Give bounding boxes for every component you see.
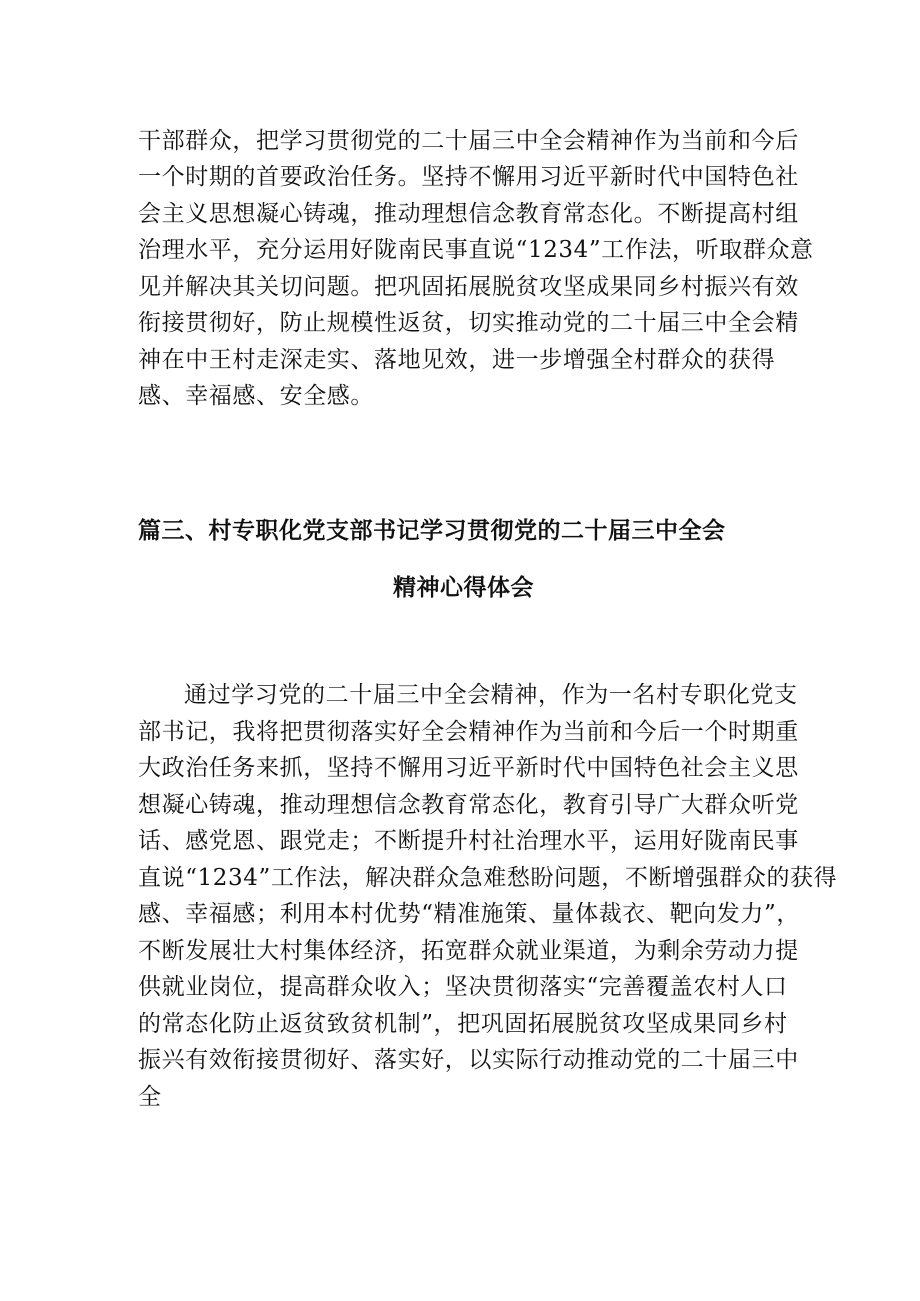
paragraph-line: 的常态化防止返贫致贫机制”，把巩固拓展脱贫攻坚成果同乡村 (138, 1011, 788, 1037)
paragraph-line: 感、幸福感、安全感。 (138, 383, 374, 409)
paragraph-line: 直说“1234”工作法，解决群众急难愁盼问题，不断增强群众的获得 (138, 865, 838, 891)
paragraph-line: 干部群众，把学习贯彻党的二十届三中全会精神作为当前和今后 (138, 128, 799, 154)
paragraph-line: 供就业岗位，提高群众收入；坚决贯彻落实“完善覆盖农村人口 (138, 974, 788, 1000)
section-title-line-2: 精神心得体会 (393, 575, 534, 601)
paragraph-line: 治理水平，充分运用好陇南民事直说“1234”工作法，听取群众意 (138, 237, 814, 263)
paragraph-line: 衔接贯彻好，防止规模性返贫，切实推动党的二十届三中全会精 (138, 310, 799, 336)
paragraph-line: 会主义思想凝心铸魂，推动理想信念教育常态化。不断提高村组 (138, 201, 799, 227)
paragraph-line: 想凝心铸魂，推动理想信念教育常态化，教育引导广大群众听党 (138, 792, 799, 818)
paragraph-line: 见并解决其关切问题。把巩固拓展脱贫攻坚成果同乡村振兴有效 (138, 274, 799, 300)
paragraph-line: 通过学习党的二十届三中全会精神，作为一名村专职化党支 (184, 682, 798, 708)
section-title-line-1: 篇三、村专职化党支部书记学习贯彻党的二十届三中全会 (138, 518, 726, 544)
paragraph-line: 不断发展壮大村集体经济，拓宽群众就业渠道，为剩余劳动力提 (138, 938, 799, 964)
paragraph-line: 全 (138, 1084, 162, 1110)
paragraph-line: 感、幸福感；利用本村优势“精准施策、量体裁衣、靶向发力”， (138, 901, 800, 927)
paragraph-line: 部书记，我将把贯彻落实好全会精神作为当前和今后一个时期重 (138, 719, 799, 745)
paragraph-line: 大政治任务来抓，坚持不懈用习近平新时代中国特色社会主义思 (138, 755, 799, 781)
paragraph-line: 振兴有效衔接贯彻好、落实好，以实际行动推动党的二十届三中 (138, 1047, 799, 1073)
paragraph-line: 一个时期的首要政治任务。坚持不懈用习近平新时代中国特色社 (138, 164, 799, 190)
paragraph-line: 话、感党恩、跟党走；不断提升村社治理水平，运用好陇南民事 (138, 828, 799, 854)
paragraph-line: 神在中王村走深走实、落地见效，进一步增强全村群众的获得 (138, 347, 776, 373)
